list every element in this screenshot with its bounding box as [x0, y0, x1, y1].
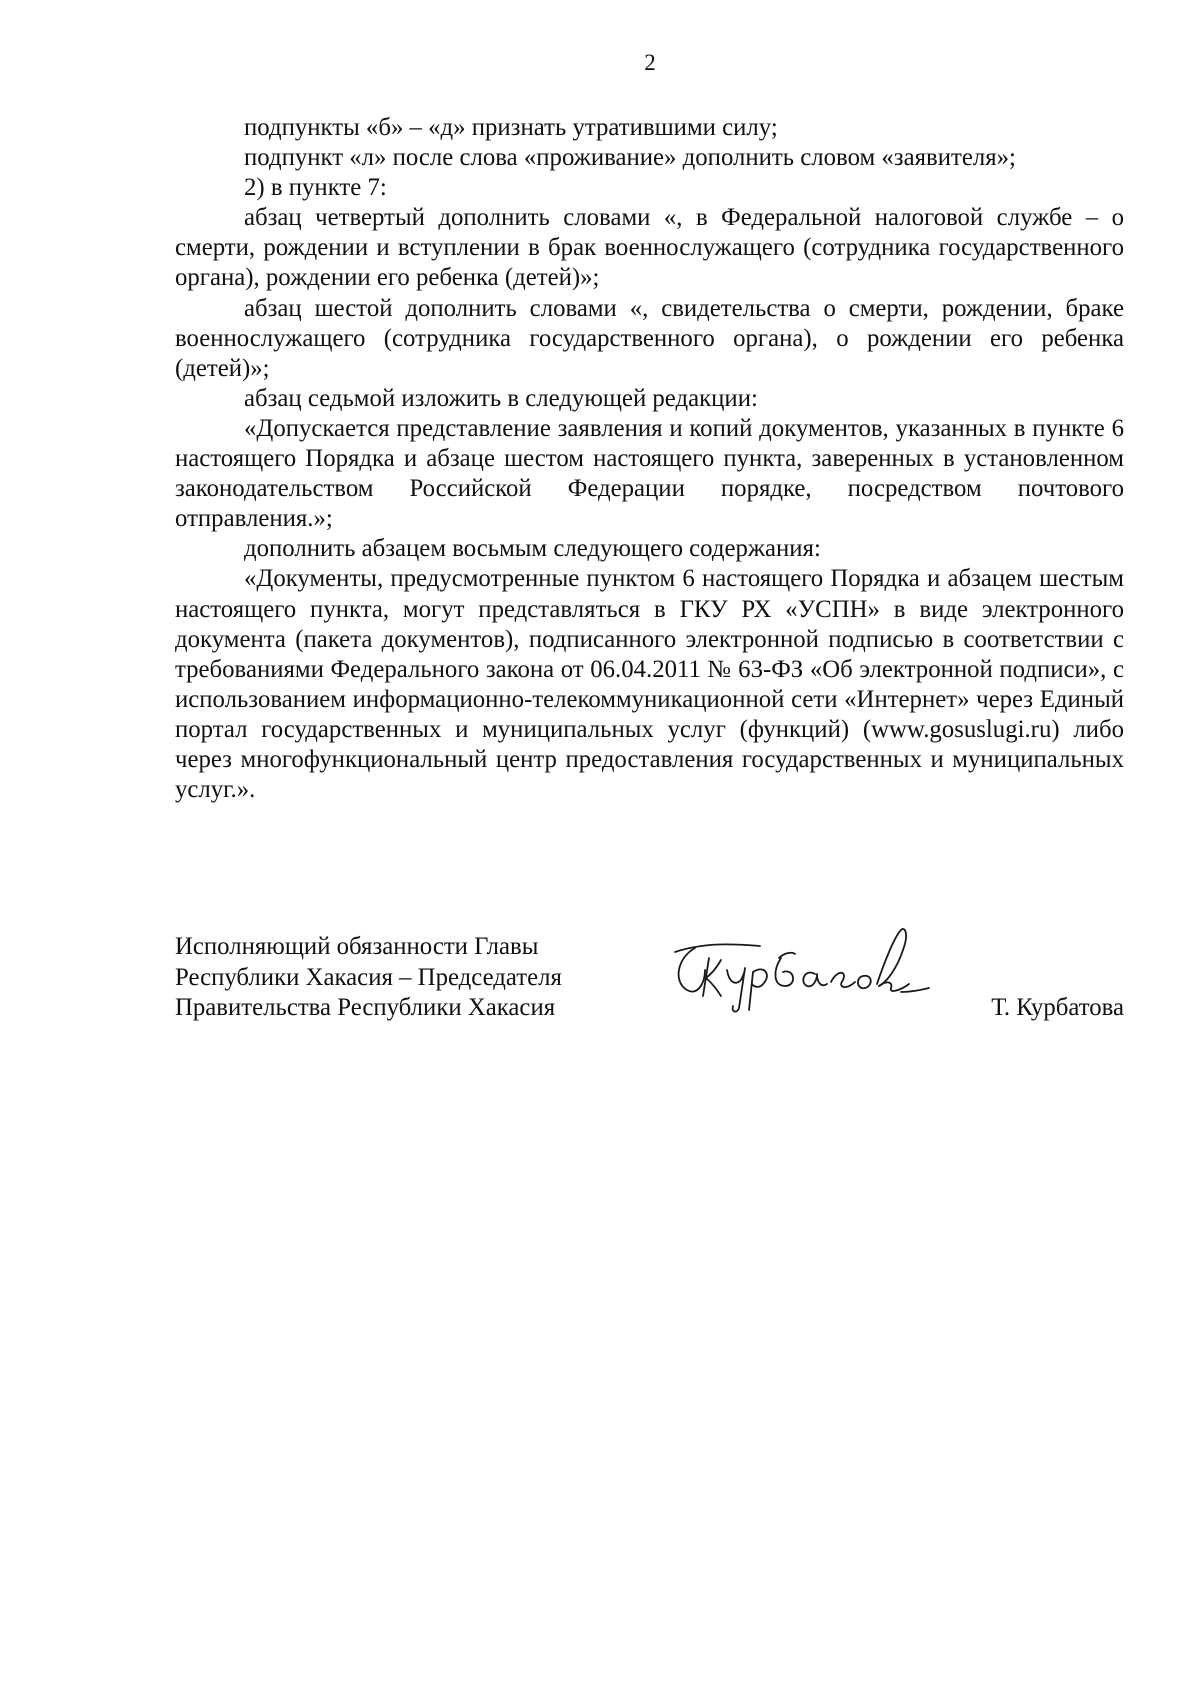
paragraph: 2) в пункте 7:: [244, 174, 387, 202]
signer-title-line: Республики Хакасия – Председателя: [175, 963, 562, 991]
paragraph: абзац седьмой изложить в следующей редакции:: [244, 384, 758, 412]
signer-title: [175, 932, 635, 1024]
paragraph: подпункт «л» после слова «проживание» дополнить словом «заявителя»;: [244, 144, 1016, 172]
paragraph: подпункты «б» – «д» признать утратившими силу;: [244, 114, 778, 141]
paragraph: абзац четвертый дополнить словами «, в Федеральной налоговой службе – о смерти, рождении и вступлении в брак военнослужащего (сотрудника государственного органа), рождении его ребенка (детей)»;: [175, 204, 1124, 292]
paragraph: дополнить абзацем восьмым следующего содержания:: [244, 535, 821, 563]
signer-name: Т. Курбатова: [991, 994, 1124, 1021]
paragraph: абзац шестой дополнить словами «, свидетельства о смерти, рождении, браке военнослужащего (сотрудника государственного органа), о рождении его ребенка (детей)»;: [175, 294, 1124, 382]
page-number: 2: [644, 50, 656, 75]
signer-title-line: Исполняющий обязанности Главы: [175, 933, 539, 960]
signer-title-line: Правительства Республики Хакасия: [175, 994, 556, 1021]
signature-block: [175, 932, 1124, 1042]
paragraph: «Документы, предусмотренные пунктом 6 настоящего Порядка и абзацем шестым настоящего пункта, могут представляться в ГКУ РХ «УСПН» в виде электронного документа (пакета документов), подписанного электронной подписью в соответствии с требованиями Федерального закона от 06.04.2011 № 63-ФЗ «Об электронной подписи», с использованием информационно-телекоммуникационной сети «Интернет» через Единый портал государственных и муниципальных услуг (функций) (www.gosuslugi.ru) либо через многофункциональный центр предоставления государственных и муниципальных услуг.».: [175, 565, 1124, 804]
paragraph: «Допускается представление заявления и копий документов, указанных в пункте 6 настоящего Порядка и абзаце шестом настоящего пункта, заверенных в установленном законодательством Российской Федерации порядке, посредством почтового отправления.»;: [175, 414, 1124, 533]
handwritten-signature: [665, 924, 935, 1014]
document-body: [175, 113, 1124, 805]
